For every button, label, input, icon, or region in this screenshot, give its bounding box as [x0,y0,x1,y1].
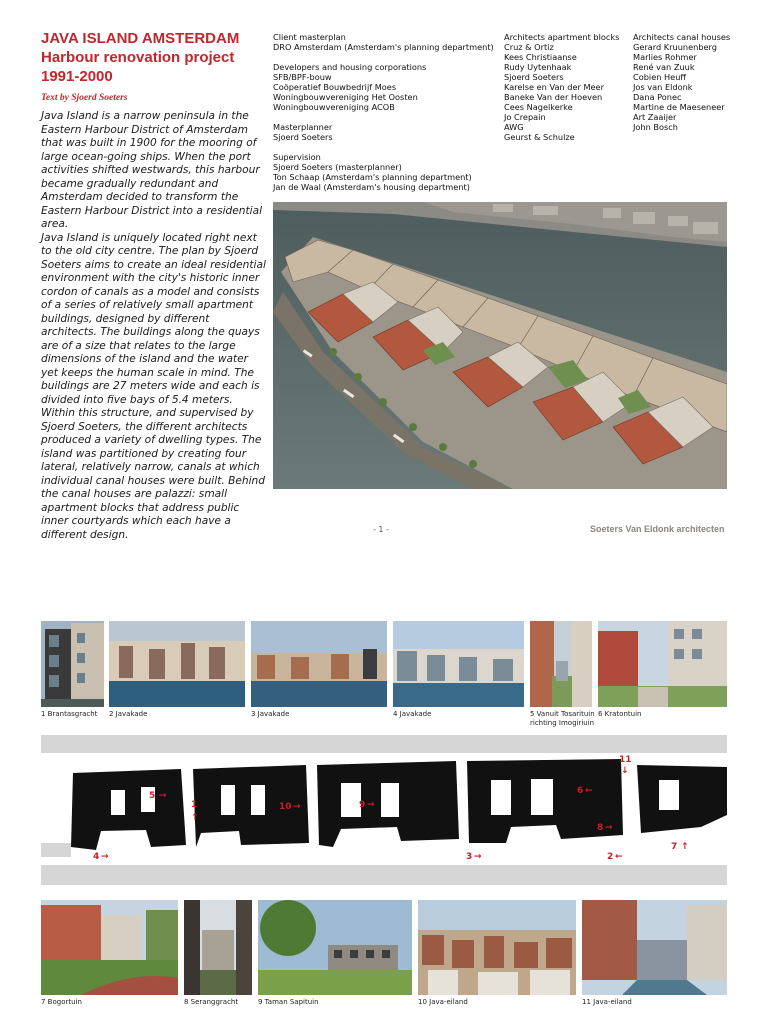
photo-7 [41,900,178,995]
photo-10-caption: 10 Java-eiland [418,998,468,1006]
plan-arrow-icon: → [101,852,109,862]
plan-marker-10: 10 [279,802,292,812]
developer-line: Woningbouwvereniging ACOB [273,102,395,112]
plan-arrow-icon: → [159,791,167,801]
canal-architect: Cobien Heuff [633,72,687,82]
developers-heading: Developers and housing corporations [273,62,427,72]
intro-text [41,110,266,542]
plan-marker-9: 9 [359,800,366,810]
masterplanner-line: Sjoerd Soeters [273,132,333,142]
credits-column-3 [633,32,763,132]
photo-5-caption-line2: richting Imogiriuin [530,718,595,727]
masterplanner-heading: Masterplanner [273,122,333,132]
plan-arrow-icon: → [293,802,301,812]
plan-marker-4: 4 [93,852,100,862]
client-line: DRO Amsterdam (Amsterdam's planning department) [273,42,494,52]
plan-arrow-icon: ↑ [191,813,199,823]
developer-line: Coöperatief Bouwbedrijf Moes [273,82,397,92]
photo-6 [598,621,727,707]
intro-paragraph-1: Java Island is a narrow peninsula in the Eastern Harbour District of Amsterdam that was built in 1900 for the mooring of large ocean-going ships. When the port activities shifted westwards, this harbour became gradually redundant and Amsterdam decided to transform the Eastern Harbour District into a residential area. [41,110,263,230]
apartment-architect: Karelse en Van der Meer [504,82,604,92]
plan-marker-5: 5 [149,791,156,801]
supervision-line: Jan de Waal (Amsterdam's housing department) [273,182,470,192]
canal-architect: Marlies Rohmer [633,52,697,62]
credits-column-2 [504,32,629,142]
supervision-heading: Supervision [273,152,321,162]
canal-architect: Dana Ponec [633,92,682,102]
plan-marker-3: 3 [466,852,473,862]
project-years: 1991-2000 [41,68,113,85]
photo-3-caption: 3 Javakade [251,710,290,718]
developer-line: Woningbouwvereniging Het Oosten [273,92,418,102]
apartment-architect: Cruz & Ortiz [504,42,554,52]
plan-arrow-icon: ← [585,786,593,796]
photo-5-caption [530,710,595,727]
photo-3 [251,621,387,707]
apartment-architect: Sjoerd Soeters [504,72,564,82]
apartment-architect: Kees Christiaanse [504,52,577,62]
photo-7-caption: 7 Bogortuin [41,998,82,1006]
photo-11 [582,900,727,995]
site-plan [41,735,727,885]
photo-11-caption: 11 Java-eiland [582,998,632,1006]
supervision-line: Ton Schaap (Amsterdam's planning department) [273,172,472,182]
plan-arrow-icon: ↑ [681,842,689,852]
plan-arrow-icon: ↓ [621,766,629,776]
plan-marker-8: 8 [597,823,604,833]
client-heading: Client masterplan [273,32,346,42]
canal-architect: Martine de Maeseneer [633,102,725,112]
apartment-architect: Geurst & Schulze [504,132,575,142]
plan-arrow-icon: → [605,823,613,833]
photo-8 [184,900,252,995]
photo-1-caption: 1 Brantasgracht [41,710,98,718]
canal-architect: Jos van Eldonk [633,82,693,92]
photo-6-caption: 6 Kratontuin [598,710,642,718]
canal-architect: Art Zaaijer [633,112,677,122]
firm-name: Soeters Van Eldonk architecten [590,524,725,534]
photo-8-caption: 8 Seranggracht [184,998,239,1006]
apartment-architect: Jo Crepain [504,112,546,122]
apartment-architect: Baneke Van der Hoeven [504,92,603,102]
photo-9-caption: 9 Taman Sapituin [258,998,319,1006]
developer-line: SFB/BPF-bouw [273,72,332,82]
aerial-photo [273,202,727,489]
photo-4-caption: 4 Javakade [393,710,432,718]
canal-architect: Gerard Kruunenberg [633,42,717,52]
photo-2-caption: 2 Javakade [109,710,148,718]
plan-marker-7: 7 [671,842,678,852]
title-block [41,30,266,86]
plan-arrow-icon: → [367,800,375,810]
apartment-architect: Rudy Uytenhaak [504,62,572,72]
canal-architect: John Bosch [633,122,678,132]
apartment-architect: Cees Nagelkerke [504,102,573,112]
canal-architect: René van Zuuk [633,62,695,72]
canal-architects-heading: Architects canal houses [633,32,731,42]
credits-column-1 [273,32,498,202]
photo-1 [41,621,104,707]
photo-9 [258,900,412,995]
plan-marker-1: 1 [191,800,198,810]
page-subtitle: Harbour renovation project [41,49,235,66]
photo-10 [418,900,576,995]
page-title: JAVA ISLAND AMSTERDAM [41,30,240,47]
photo-5 [530,621,592,707]
photo-2 [109,621,245,707]
photo-5-caption-line1: 5 Vanuit Tosarituin [530,710,595,718]
plan-marker-2: 2 [607,852,614,862]
plan-arrow-icon: ← [615,852,623,862]
plan-arrow-icon: → [474,852,482,862]
apartment-architect: AWG [504,122,524,132]
photo-4 [393,621,524,707]
supervision-line: Sjoerd Soeters (masterplanner) [273,162,402,172]
page-number: - 1 - [373,525,389,534]
intro-paragraph-2: Java Island is uniquely located right next to the old city centre. The plan by Sjoerd Soeters aims to create an ideal residential environment with the city's historic inner cordon of canals as a model and consists of a series of relatively small apartment buildings, designed by different architects. The buildings along the quays are of a size that relates to the large dimensions of the island and the water yet keeps the human scale in mind. The buildings are 27 meters wide and each is divided into five bays of 5.4 meters. Within this structure, and supervised by Sjoerd Soeters, the different architects produced a variety of dwelling types. The island was partitioned by creating four lateral, relatively narrow, canals at which individual canal houses were built. Behind the canal houses are palazzi: small apartment blocks that address public inner courtyards which each have a different design. [41,231,266,541]
byline: Text by Sjoerd Soeters [41,93,128,103]
plan-marker-11: 11 [619,755,632,765]
plan-marker-6: 6 [577,786,584,796]
apartment-architects-heading: Architects apartment blocks [504,32,620,42]
